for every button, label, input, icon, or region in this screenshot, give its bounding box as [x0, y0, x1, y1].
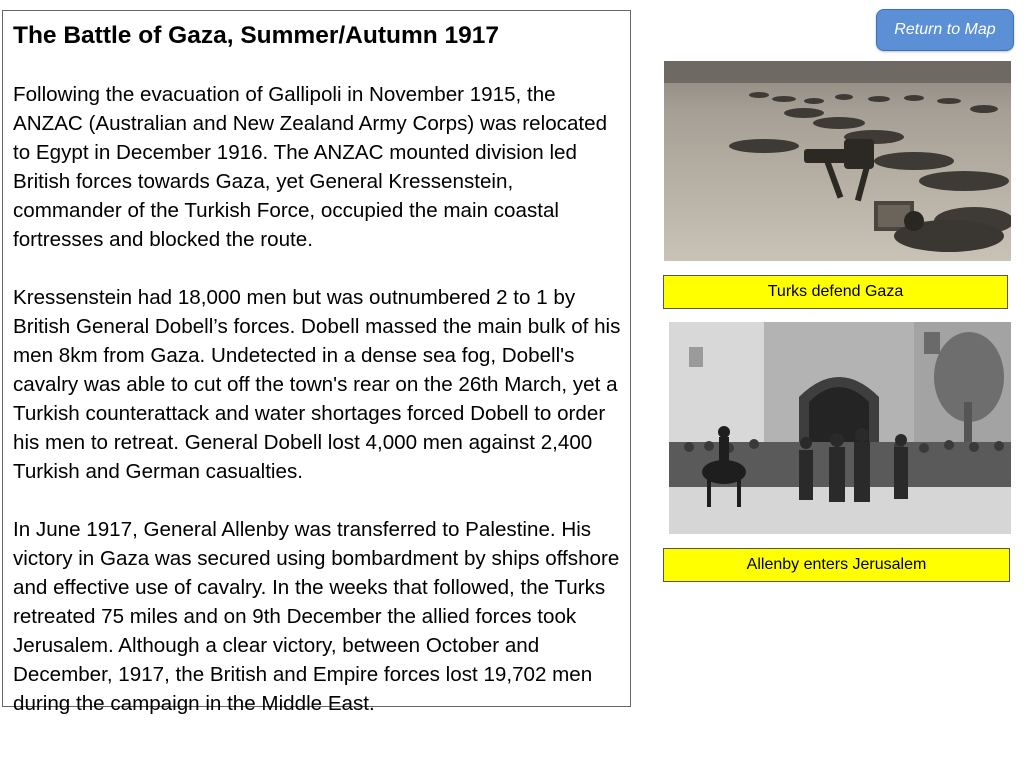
return-to-map-button[interactable]: Return to Map — [876, 9, 1014, 51]
paragraph-2: Kressenstein had 18,000 men but was outnumbered 2 to 1 by British General Dobell’s forces. Dobell massed the main bulk of his men 8km from Gaza. Undetected in a dense sea fog, Dobell's cavalry was able to cut off the town's rear on the 26th March, yet a Turkish counterattack and water shortages forced Dobell to order his men to retreat. General Dobell lost 4,000 men against 2,400 Turkish and German casualties. — [13, 286, 621, 483]
page-title: The Battle of Gaza, Summer/Autumn 1917 — [13, 22, 500, 49]
turks-defend-gaza-photo — [664, 61, 1011, 261]
photo2-caption: Allenby enters Jerusalem — [663, 548, 1010, 582]
allenby-enters-jerusalem-photo — [669, 322, 1011, 534]
text-panel — [2, 10, 631, 715]
paragraph-1: Following the evacuation of Gallipoli in November 1915, the ANZAC (Australian and New Zealand Army Corps) was relocated to Egypt in December 1916. The ANZAC mounted division led British forces towards Gaza, yet General Kressenstein, commander of the Turkish Force, occupied the main coastal fortresses and blocked the route. — [13, 83, 608, 251]
paragraph-3: In June 1917, General Allenby was transferred to Palestine. His victory in Gaza was secured using bombardment by ships offshore and effective use of cavalry. In the weeks that followed, the Turks retreated 75 miles and on 9th December the allied forces took Jerusalem. Although a clear victory, between October and December, 1917, the British and Empire forces lost 19,702 men during the campaign in the Middle East. — [13, 518, 620, 715]
photo1-caption: Turks defend Gaza — [663, 275, 1008, 309]
